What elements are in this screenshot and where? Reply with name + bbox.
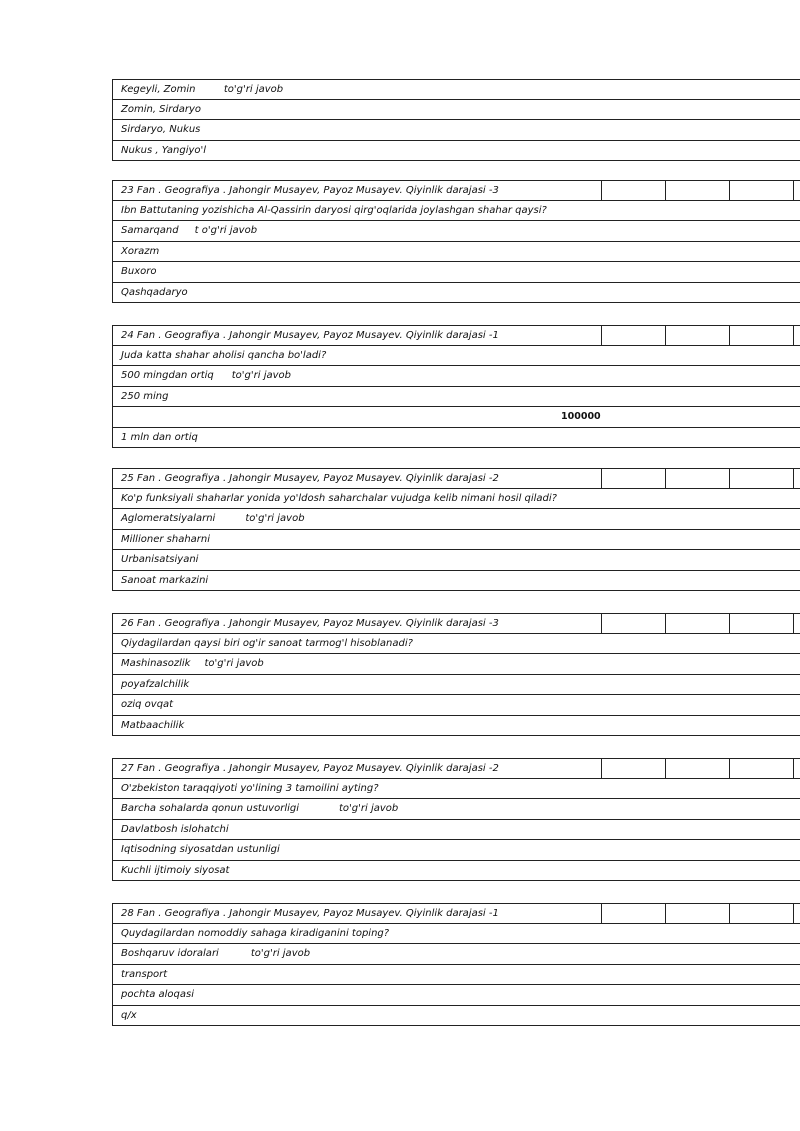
correct-answer-mark: to'g'ri javob (204, 658, 264, 669)
answer-row (112, 840, 800, 861)
grade-cells (601, 469, 800, 488)
grade-cells (601, 759, 800, 778)
answer-text: 1 mln dan ortiq (121, 431, 198, 443)
answer-text: Nukus , Yangiyo'l (121, 144, 207, 156)
correct-answer-mark: to'g'ri javob (223, 84, 284, 95)
grade-cell (793, 904, 794, 923)
grade-cell (601, 759, 602, 778)
question-header: 25 Fan . Geografiya . Jahongir Musayev, Payoz Musayev. Qiyinlik darajasi -2 (121, 473, 499, 484)
grade-cell (601, 181, 602, 200)
question-header-row (112, 325, 800, 346)
answer-row (112, 120, 800, 141)
question-header-row (112, 180, 800, 201)
answer-text: oziq ovqat (121, 699, 174, 710)
answer-row (112, 985, 800, 1006)
answer-text: Matbaachilik (121, 719, 185, 731)
grade-cell (665, 181, 666, 200)
answer-row (112, 428, 800, 449)
answer-text: 500 mingdan ortiq (121, 370, 214, 381)
grade-cells (601, 614, 800, 633)
grade-cell (601, 904, 602, 923)
grade-cell (665, 904, 666, 923)
question-text: Juda katta shahar aholisi qancha bo'ladi? (121, 349, 327, 361)
answer-row (112, 221, 800, 242)
answer-row (112, 965, 800, 986)
answer-text: Kuchli ijtimoiy siyosat (121, 864, 230, 876)
question-block (112, 613, 800, 736)
grade-cell (729, 326, 730, 345)
question-text: O'zbekiston taraqqiyoti yo'lining 3 tamoilini ayting? (121, 782, 379, 794)
answer-row (112, 944, 800, 965)
answer-text: 250 ming (121, 390, 169, 402)
grade-cell (665, 614, 666, 633)
question-row (112, 924, 800, 945)
answer-text: Kegeyli, Zomin (121, 84, 196, 95)
question-block (112, 468, 800, 591)
question-block (112, 325, 800, 448)
answer-text: Qashqadaryo (121, 286, 188, 298)
correct-answer-mark: to'g'ri javob (250, 948, 311, 959)
grade-cell (601, 614, 602, 633)
answer-row (112, 262, 800, 283)
answer-text: Zomin, Sirdaryo (121, 103, 202, 115)
answer-row (112, 141, 800, 162)
answer-row (112, 407, 800, 428)
grade-cell (665, 469, 666, 488)
question-text: Quydagilardan nomoddiy sahaga kiradiganini toping? (121, 927, 390, 939)
grade-cell (601, 326, 602, 345)
correct-answer-mark: to'g'ri javob (231, 370, 291, 381)
answer-row (112, 387, 800, 408)
grade-cells (601, 326, 800, 345)
answer-row (112, 550, 800, 571)
question-header: 28 Fan . Geografiya . Jahongir Musayev, Payoz Musayev. Qiyinlik darajasi -1 (121, 908, 499, 919)
answer-text: poyafzalchilik (121, 678, 190, 690)
question-header: 27 Fan . Geografiya . Jahongir Musayev, Payoz Musayev. Qiyinlik darajasi -2 (121, 763, 499, 774)
answer-row (112, 654, 800, 675)
answer-row (112, 1006, 800, 1027)
answer-row (112, 716, 800, 737)
answer-text: Buxoro (121, 266, 157, 277)
grade-cell (729, 469, 730, 488)
grade-cells (601, 904, 800, 923)
answer-text: Davlatbosh islohatchi (121, 823, 229, 835)
question-block (112, 903, 800, 1026)
grade-cell (729, 614, 730, 633)
grade-cell (601, 469, 602, 488)
question-row (112, 346, 800, 367)
answer-row (112, 695, 800, 716)
correct-answer-mark: to'g'ri javob (245, 513, 305, 524)
answer-text: q/x (121, 1009, 137, 1021)
question-header: 26 Fan . Geografiya . Jahongir Musayev, Payoz Musayev. Qiyinlik darajasi -3 (121, 618, 499, 629)
answer-row (112, 283, 800, 304)
answer-text: Millioner shaharni (121, 533, 211, 545)
question-row (112, 201, 800, 222)
question-header-row (112, 613, 800, 634)
answer-text: Boshqaruv idoralari (121, 948, 219, 959)
answer-text: Urbanisatsiyani (121, 554, 199, 565)
correct-answer-mark: to'g'ri javob (339, 803, 399, 814)
grade-cell (793, 614, 794, 633)
grade-cell (729, 759, 730, 778)
question-text: Ibn Battutaning yozishicha Al-Qassirin daryosi qirg'oqlarida joylashgan shahar qaysi? (121, 204, 547, 216)
question-header-row (112, 758, 800, 779)
question-header: 24 Fan . Geografiya . Jahongir Musayev, Payoz Musayev. Qiyinlik darajasi -1 (121, 330, 499, 341)
answer-row (112, 79, 800, 100)
answer-row (112, 571, 800, 592)
grade-cell (793, 326, 794, 345)
answer-text: pochta aloqasi (121, 989, 195, 1000)
answer-text: Mashinasozlik (121, 658, 191, 669)
answer-text: Iqtisodning siyosatdan ustunligi (121, 844, 280, 855)
answer-text: Sanoat markazini (121, 574, 209, 586)
answer-number: 100000 (561, 411, 601, 422)
answer-text: Barcha sohalarda qonun ustuvorligi (121, 803, 300, 814)
question-block (112, 180, 800, 303)
grade-cell (665, 759, 666, 778)
question-row (112, 489, 800, 510)
question-header-row (112, 468, 800, 489)
answers-block-previous (112, 79, 800, 161)
grade-cell (793, 181, 794, 200)
grade-cell (793, 759, 794, 778)
correct-answer-mark: t o'g'ri javob (194, 225, 258, 236)
answer-row (112, 530, 800, 551)
question-header-row (112, 903, 800, 924)
answer-text: transport (121, 968, 168, 980)
grade-cell (729, 904, 730, 923)
answer-row (112, 820, 800, 841)
grade-cell (665, 326, 666, 345)
answer-text: Aglomeratsiyalarni (121, 513, 216, 524)
answer-text: Xorazm (121, 245, 160, 257)
question-row (112, 634, 800, 655)
answer-row (112, 366, 800, 387)
question-text: Ko'p funksiyali shaharlar yonida yo'ldosh saharchalar vujudga kelib nimani hosil qiladi? (121, 492, 557, 504)
grade-cell (793, 469, 794, 488)
grade-cells (601, 181, 800, 200)
question-row (112, 779, 800, 800)
answer-text: Sirdaryo, Nukus (121, 124, 201, 135)
answer-row (112, 799, 800, 820)
answer-row (112, 675, 800, 696)
answer-row (112, 242, 800, 263)
question-header: 23 Fan . Geografiya . Jahongir Musayev, Payoz Musayev. Qiyinlik darajasi -3 (121, 185, 499, 196)
answer-text: Samarqand (121, 225, 179, 236)
question-block (112, 758, 800, 881)
question-text: Qiydagilardan qaysi biri og'ir sanoat tarmog'l hisoblanadi? (121, 637, 413, 649)
answer-row (112, 100, 800, 121)
grade-cell (729, 181, 730, 200)
answer-row (112, 509, 800, 530)
answer-row (112, 861, 800, 882)
